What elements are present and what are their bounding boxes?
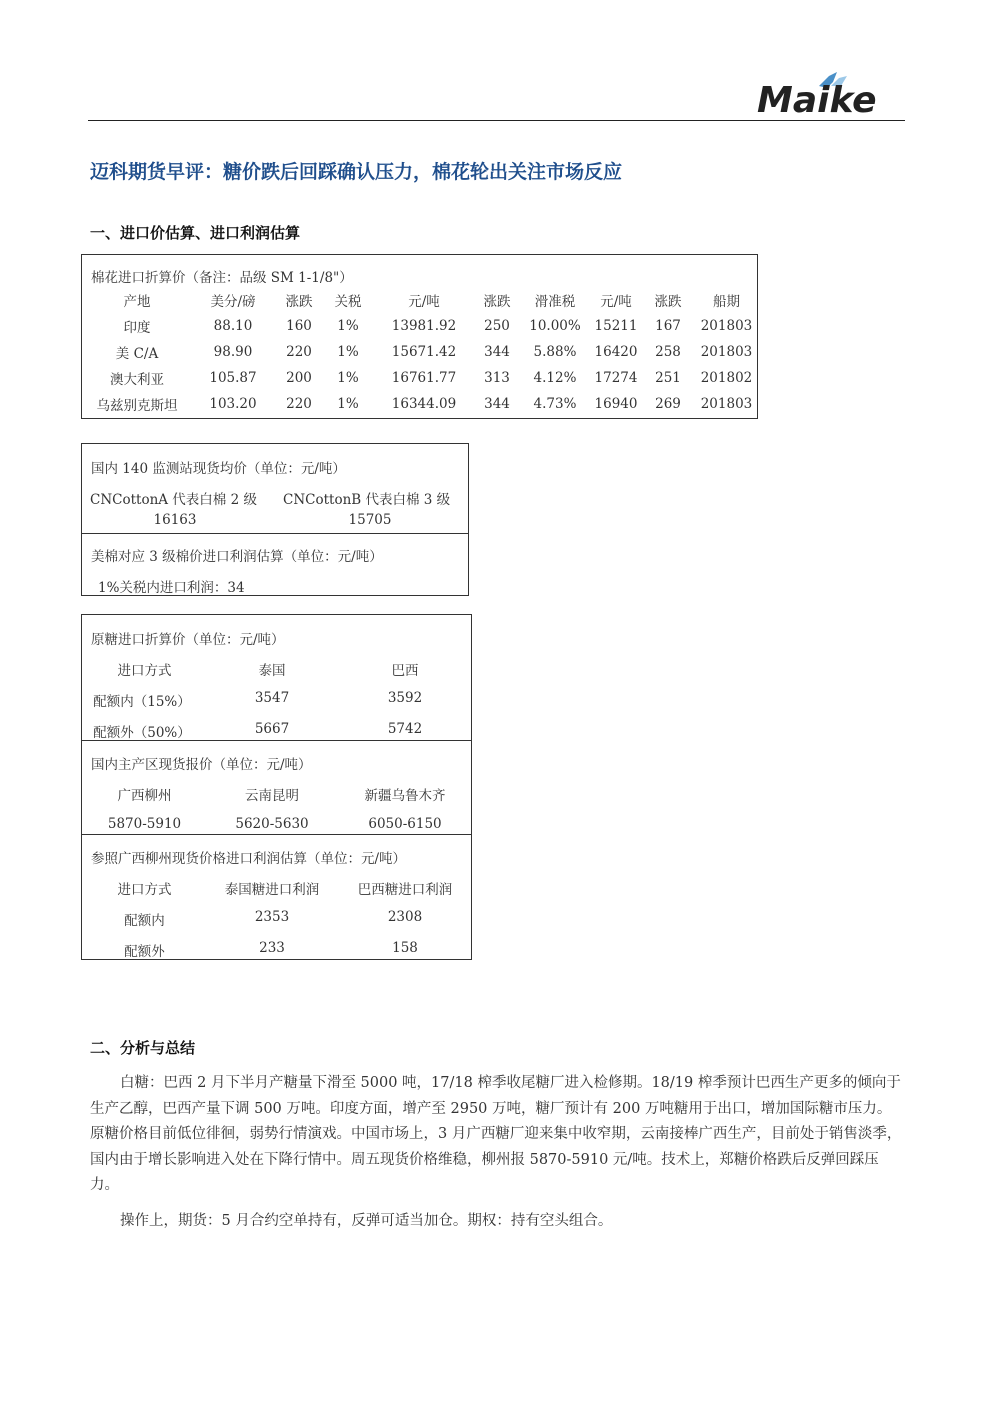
- table-cell: 17274: [594, 370, 638, 386]
- table-cell: 3547: [254, 690, 290, 706]
- domestic-cotton-box: [81, 443, 469, 596]
- section2-heading: 二、分析与总结: [90, 1039, 196, 1057]
- table-cell: 220: [286, 344, 312, 360]
- spot-region: 云南昆明: [245, 788, 299, 804]
- sugar-col-header: 泰国: [258, 663, 286, 679]
- spot-price: 6050-6150: [368, 816, 442, 832]
- col-header: 美分/磅: [210, 294, 256, 310]
- table-cell: 乌兹别克斯坦: [96, 398, 178, 414]
- table-cell: 5.88%: [533, 344, 577, 360]
- table-cell: 258: [655, 344, 681, 360]
- table-cell: 313: [484, 370, 510, 386]
- sugar-spot-caption: 国内主产区现货报价（单位：元/吨）: [91, 757, 312, 773]
- col-header: 产地: [123, 294, 151, 310]
- table-cell: 16420: [594, 344, 638, 360]
- col-header: 元/吨: [408, 294, 440, 310]
- table-cell: 344: [484, 396, 510, 412]
- logo-text: Maike: [757, 80, 877, 118]
- table-row: [82, 339, 757, 365]
- col-header: 涨跌: [654, 294, 682, 310]
- cotton-import-box: [81, 254, 758, 419]
- cotton-import-table: [82, 287, 757, 417]
- sugar-col-header: 进口方式: [117, 663, 172, 679]
- us-cotton-profit-caption: 美棉对应 3 级棉价进口利润估算（单位：元/吨）: [91, 549, 383, 565]
- col-header: 涨跌: [285, 294, 313, 310]
- table-cell: 印度: [123, 320, 151, 336]
- cncotton-b-label: CNCottonB 代表白棉 3 级: [283, 492, 451, 508]
- table-cell: 200: [286, 370, 312, 386]
- profit-col-header: 进口方式: [117, 882, 172, 898]
- table-cell: 5742: [387, 721, 423, 737]
- sugar-col-header: 巴西: [391, 663, 419, 679]
- table-cell: 16940: [594, 396, 638, 412]
- table-cell: 233: [259, 940, 285, 956]
- spot-region: 广西柳州: [117, 788, 172, 804]
- table-cell: 13981.92: [391, 318, 457, 334]
- profit-row-label: 配额外: [124, 944, 165, 960]
- profit-col-header: 泰国糖进口利润: [224, 882, 320, 898]
- col-header: 涨跌: [483, 294, 511, 310]
- us-cotton-profit-value: 1%关税内进口利润：34: [98, 580, 245, 596]
- analysis-paragraph: 白糖：巴西 2 月下半月产糖量下滑至 5000 吨，17/18 榨季收尾糖厂进入检修期。18/19 榨季预计巴西生产更多的倾向于生产乙醇，巴西产量下调 500 万吨。印度方面，增产至 2950 万吨，糖厂预计有 200 万吨糖用于出口，增加国际糖市压力。原糖价格目前低位徘徊，弱势行情演戏。中国市场上，3 月广西糖厂迎来集中收窄期，云南接棒广西生产，目前处于销售淡季，国内由于增长影响进入处在下降行情中。周五现货价格维稳，柳州报 5870-5910 元/吨。技术上，郑糖价格跌后反弹回踩压力。: [90, 1075, 902, 1193]
- sugar-profit-caption: 参照广西柳州现货价格进口利润估算（单位：元/吨）: [91, 851, 407, 867]
- col-header: 船期: [713, 294, 740, 310]
- page-title: 迈科期货早评：糖价跌后回踩确认压力，棉花轮出关注市场反应: [90, 161, 623, 183]
- table-cell: 269: [655, 396, 681, 412]
- table-cell: 美 C/A: [115, 346, 159, 362]
- sugar-row-label: 配额内（15%）: [93, 694, 191, 710]
- table-cell: 4.12%: [533, 370, 577, 386]
- table-cell: 3592: [387, 690, 423, 706]
- table-cell: 201802: [700, 370, 753, 386]
- cotton-header-row: [82, 287, 757, 313]
- maike-logo: [757, 72, 892, 118]
- sugar-row-label: 配额外（50%）: [93, 725, 191, 741]
- divider: [82, 533, 468, 534]
- table-cell: 1%: [337, 370, 359, 386]
- col-header: 关税: [334, 294, 362, 310]
- header-rule: [88, 120, 905, 121]
- table-cell: 88.10: [213, 318, 253, 334]
- cncotton-b-value: 15705: [348, 512, 392, 528]
- table-cell: 1%: [337, 344, 359, 360]
- table-cell: 澳大利亚: [110, 372, 164, 388]
- table-row: [82, 313, 757, 339]
- table-row: [82, 365, 757, 391]
- table-cell: 10.00%: [529, 318, 581, 334]
- table-cell: 201803: [700, 396, 753, 412]
- sugar-import-caption: 原糖进口折算价（单位：元/吨）: [91, 632, 285, 648]
- cncotton-a-label: CNCottonA 代表白棉 2 级: [90, 492, 257, 508]
- table-cell: 167: [655, 318, 681, 334]
- table-cell: 1%: [337, 396, 359, 412]
- table-cell: 16761.77: [391, 370, 457, 386]
- table-cell: 201803: [700, 344, 753, 360]
- col-header: 元/吨: [600, 294, 632, 310]
- col-header: 滑准税: [534, 294, 576, 310]
- table-cell: 201803: [700, 318, 753, 334]
- table-cell: 15671.42: [391, 344, 457, 360]
- sugar-import-box: [81, 614, 472, 960]
- cotton-import-caption: 棉花进口折算价（备注：品级 SM 1-1/8"）: [91, 270, 353, 286]
- table-cell: 158: [392, 940, 418, 956]
- divider: [82, 834, 471, 835]
- table-cell: 103.20: [209, 396, 257, 412]
- cncotton-a-value: 16163: [153, 512, 197, 528]
- spot-price: 5620-5630: [235, 816, 309, 832]
- table-cell: 16344.09: [391, 396, 457, 412]
- divider: [82, 740, 471, 741]
- table-cell: 251: [655, 370, 681, 386]
- profit-col-header: 巴西糖进口利润: [357, 882, 453, 898]
- table-cell: 15211: [594, 318, 638, 334]
- table-cell: 4.73%: [533, 396, 577, 412]
- table-cell: 98.90: [213, 344, 253, 360]
- operation-paragraph: 操作上，期货：5 月合约空单持有，反弹可适当加仓。期权：持有空头组合。: [120, 1213, 613, 1229]
- spot-price: 5870-5910: [107, 816, 182, 832]
- table-cell: 2353: [254, 909, 290, 925]
- domestic-cotton-caption: 国内 140 监测站现货均价（单位：元/吨）: [91, 461, 346, 477]
- section1-heading: 一、进口价估算、进口利润估算: [90, 224, 301, 242]
- spot-region: 新疆乌鲁木齐: [364, 788, 446, 804]
- table-cell: 5667: [254, 721, 290, 737]
- table-cell: 2308: [387, 909, 423, 925]
- profit-row-label: 配额内: [124, 913, 165, 929]
- table-cell: 1%: [337, 318, 359, 334]
- table-cell: 344: [484, 344, 510, 360]
- table-row: [82, 391, 757, 417]
- table-cell: 160: [286, 318, 312, 334]
- table-cell: 220: [286, 396, 312, 412]
- table-cell: 250: [484, 318, 510, 334]
- table-cell: 105.87: [209, 370, 257, 386]
